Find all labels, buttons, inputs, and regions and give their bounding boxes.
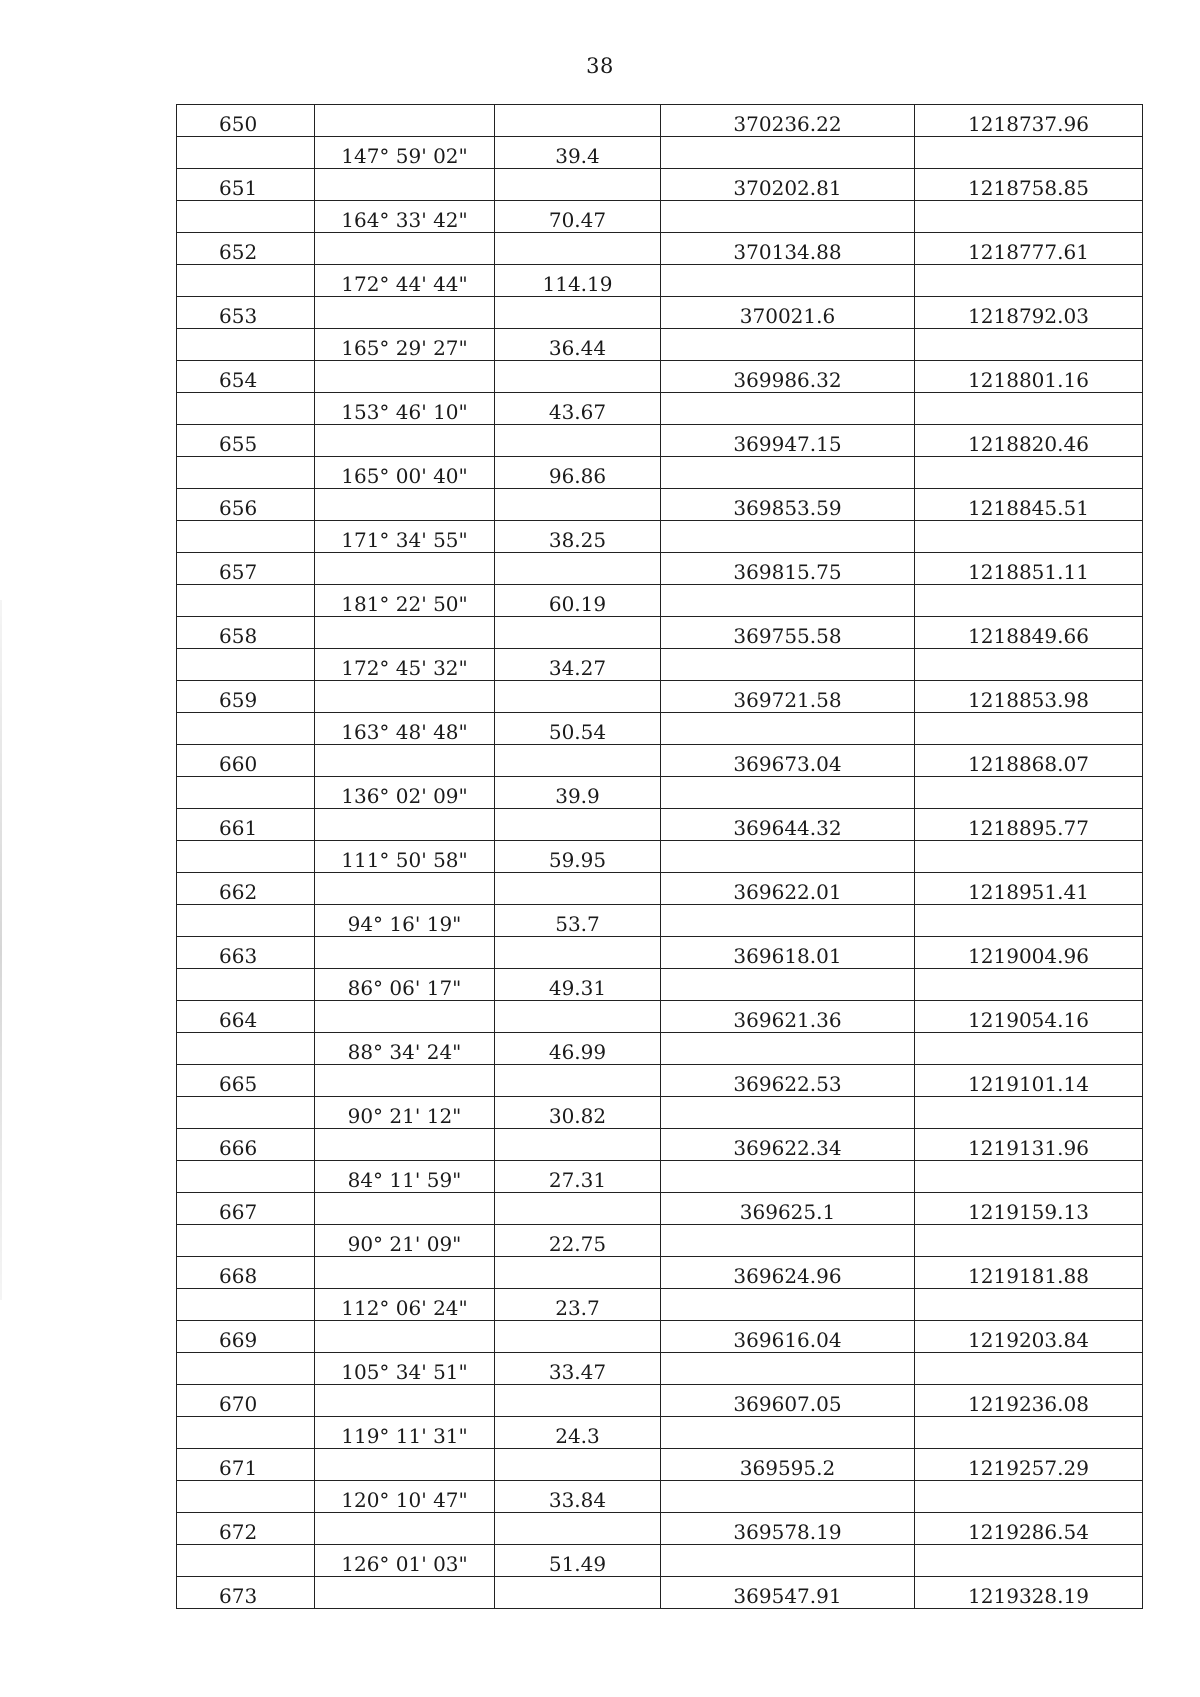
segment-row	[177, 457, 1143, 489]
point-number-cell	[177, 1289, 315, 1321]
coordinates-table	[176, 104, 1143, 1609]
y-coordinate-cell: 1219004.96	[915, 937, 1143, 969]
x-coordinate-cell	[661, 649, 915, 681]
x-coordinate-cell	[661, 393, 915, 425]
y-coordinate-cell: 1218868.07	[915, 745, 1143, 777]
bearing-angle-cell	[315, 1129, 495, 1161]
y-coordinate-cell: 1219257.29	[915, 1449, 1143, 1481]
bearing-angle-cell: 136° 02' 09"	[315, 777, 495, 809]
point-number-cell: 650	[177, 105, 315, 137]
x-coordinate-cell	[661, 457, 915, 489]
point-number-cell: 665	[177, 1065, 315, 1097]
distance-cell: 70.47	[495, 201, 661, 233]
point-number-cell	[177, 1353, 315, 1385]
point-row	[177, 1449, 1143, 1481]
bearing-angle-cell: 120° 10' 47"	[315, 1481, 495, 1513]
segment-row	[177, 201, 1143, 233]
y-coordinate-cell: 1218895.77	[915, 809, 1143, 841]
distance-cell	[495, 425, 661, 457]
segment-row	[177, 1353, 1143, 1385]
distance-cell	[495, 745, 661, 777]
y-coordinate-cell	[915, 713, 1143, 745]
bearing-angle-cell	[315, 745, 495, 777]
point-number-cell: 661	[177, 809, 315, 841]
bearing-angle-cell: 94° 16' 19"	[315, 905, 495, 937]
distance-cell: 46.99	[495, 1033, 661, 1065]
distance-cell	[495, 233, 661, 265]
point-number-cell	[177, 777, 315, 809]
x-coordinate-cell	[661, 1161, 915, 1193]
y-coordinate-cell	[915, 265, 1143, 297]
point-row	[177, 489, 1143, 521]
point-number-cell: 666	[177, 1129, 315, 1161]
point-row	[177, 809, 1143, 841]
x-coordinate-cell	[661, 1417, 915, 1449]
x-coordinate-cell	[661, 777, 915, 809]
segment-row	[177, 1481, 1143, 1513]
x-coordinate-cell: 369625.1	[661, 1193, 915, 1225]
bearing-angle-cell: 112° 06' 24"	[315, 1289, 495, 1321]
x-coordinate-cell: 369618.01	[661, 937, 915, 969]
x-coordinate-cell	[661, 265, 915, 297]
point-number-cell: 659	[177, 681, 315, 713]
point-number-cell: 662	[177, 873, 315, 905]
point-number-cell: 670	[177, 1385, 315, 1417]
y-coordinate-cell	[915, 1161, 1143, 1193]
point-number-cell: 664	[177, 1001, 315, 1033]
bearing-angle-cell: 172° 45' 32"	[315, 649, 495, 681]
point-number-cell	[177, 969, 315, 1001]
point-row	[177, 1385, 1143, 1417]
x-coordinate-cell	[661, 1481, 915, 1513]
segment-row	[177, 713, 1143, 745]
point-number-cell	[177, 585, 315, 617]
bearing-angle-cell: 84° 11' 59"	[315, 1161, 495, 1193]
segment-row	[177, 1161, 1143, 1193]
page-number: 38	[586, 54, 614, 78]
point-row	[177, 361, 1143, 393]
y-coordinate-cell	[915, 969, 1143, 1001]
y-coordinate-cell: 1219101.14	[915, 1065, 1143, 1097]
y-coordinate-cell: 1219054.16	[915, 1001, 1143, 1033]
distance-cell: 39.9	[495, 777, 661, 809]
bearing-angle-cell	[315, 489, 495, 521]
segment-row	[177, 137, 1143, 169]
bearing-angle-cell	[315, 681, 495, 713]
bearing-angle-cell: 181° 22' 50"	[315, 585, 495, 617]
x-coordinate-cell: 369721.58	[661, 681, 915, 713]
distance-cell: 23.7	[495, 1289, 661, 1321]
point-number-cell	[177, 1225, 315, 1257]
x-coordinate-cell	[661, 1545, 915, 1577]
x-coordinate-cell: 369616.04	[661, 1321, 915, 1353]
x-coordinate-cell: 370021.6	[661, 297, 915, 329]
distance-cell	[495, 297, 661, 329]
distance-cell: 60.19	[495, 585, 661, 617]
bearing-angle-cell	[315, 1577, 495, 1609]
distance-cell	[495, 937, 661, 969]
bearing-angle-cell	[315, 1257, 495, 1289]
segment-row	[177, 265, 1143, 297]
bearing-angle-cell	[315, 361, 495, 393]
bearing-angle-cell: 147° 59' 02"	[315, 137, 495, 169]
bearing-angle-cell: 90° 21' 12"	[315, 1097, 495, 1129]
y-coordinate-cell	[915, 905, 1143, 937]
y-coordinate-cell	[915, 1097, 1143, 1129]
bearing-angle-cell	[315, 1513, 495, 1545]
distance-cell	[495, 681, 661, 713]
point-number-cell	[177, 457, 315, 489]
segment-row	[177, 521, 1143, 553]
bearing-angle-cell: 86° 06' 17"	[315, 969, 495, 1001]
y-coordinate-cell: 1218777.61	[915, 233, 1143, 265]
x-coordinate-cell: 369622.53	[661, 1065, 915, 1097]
x-coordinate-cell	[661, 137, 915, 169]
x-coordinate-cell: 369607.05	[661, 1385, 915, 1417]
point-row	[177, 617, 1143, 649]
distance-cell	[495, 1321, 661, 1353]
y-coordinate-cell	[915, 1033, 1143, 1065]
segment-row	[177, 1545, 1143, 1577]
point-row	[177, 553, 1143, 585]
x-coordinate-cell	[661, 841, 915, 873]
point-number-cell	[177, 1033, 315, 1065]
y-coordinate-cell: 1218853.98	[915, 681, 1143, 713]
point-number-cell	[177, 265, 315, 297]
y-coordinate-cell	[915, 1289, 1143, 1321]
point-number-cell: 657	[177, 553, 315, 585]
bearing-angle-cell: 126° 01' 03"	[315, 1545, 495, 1577]
scan-edge-artifact	[0, 600, 2, 1300]
y-coordinate-cell: 1219328.19	[915, 1577, 1143, 1609]
point-row	[177, 1001, 1143, 1033]
point-number-cell	[177, 713, 315, 745]
y-coordinate-cell	[915, 1225, 1143, 1257]
distance-cell	[495, 1385, 661, 1417]
y-coordinate-cell	[915, 777, 1143, 809]
x-coordinate-cell	[661, 1033, 915, 1065]
point-row	[177, 1193, 1143, 1225]
bearing-angle-cell	[315, 553, 495, 585]
point-row	[177, 1513, 1143, 1545]
point-row	[177, 1577, 1143, 1609]
y-coordinate-cell	[915, 201, 1143, 233]
point-number-cell	[177, 841, 315, 873]
x-coordinate-cell: 369595.2	[661, 1449, 915, 1481]
point-row	[177, 745, 1143, 777]
x-coordinate-cell	[661, 1225, 915, 1257]
y-coordinate-cell: 1218845.51	[915, 489, 1143, 521]
x-coordinate-cell	[661, 969, 915, 1001]
x-coordinate-cell	[661, 905, 915, 937]
bearing-angle-cell: 119° 11' 31"	[315, 1417, 495, 1449]
segment-row	[177, 649, 1143, 681]
point-row	[177, 169, 1143, 201]
point-number-cell: 660	[177, 745, 315, 777]
x-coordinate-cell: 369815.75	[661, 553, 915, 585]
bearing-angle-cell: 153° 46' 10"	[315, 393, 495, 425]
point-row	[177, 297, 1143, 329]
y-coordinate-cell	[915, 329, 1143, 361]
x-coordinate-cell: 369986.32	[661, 361, 915, 393]
bearing-angle-cell: 171° 34' 55"	[315, 521, 495, 553]
point-number-cell	[177, 393, 315, 425]
bearing-angle-cell: 164° 33' 42"	[315, 201, 495, 233]
point-number-cell: 653	[177, 297, 315, 329]
point-number-cell	[177, 1417, 315, 1449]
segment-row	[177, 1097, 1143, 1129]
point-number-cell: 655	[177, 425, 315, 457]
distance-cell: 39.4	[495, 137, 661, 169]
bearing-angle-cell	[315, 105, 495, 137]
y-coordinate-cell: 1218820.46	[915, 425, 1143, 457]
point-number-cell: 654	[177, 361, 315, 393]
point-number-cell: 673	[177, 1577, 315, 1609]
y-coordinate-cell: 1218801.16	[915, 361, 1143, 393]
bearing-angle-cell: 172° 44' 44"	[315, 265, 495, 297]
point-row	[177, 937, 1143, 969]
distance-cell	[495, 553, 661, 585]
segment-row	[177, 1417, 1143, 1449]
distance-cell	[495, 617, 661, 649]
segment-row	[177, 841, 1143, 873]
y-coordinate-cell: 1219286.54	[915, 1513, 1143, 1545]
point-number-cell: 672	[177, 1513, 315, 1545]
x-coordinate-cell	[661, 1289, 915, 1321]
bearing-angle-cell	[315, 1321, 495, 1353]
segment-row	[177, 969, 1143, 1001]
y-coordinate-cell	[915, 585, 1143, 617]
segment-row	[177, 1289, 1143, 1321]
segment-row	[177, 905, 1143, 937]
distance-cell: 53.7	[495, 905, 661, 937]
bearing-angle-cell	[315, 937, 495, 969]
distance-cell	[495, 809, 661, 841]
bearing-angle-cell: 111° 50' 58"	[315, 841, 495, 873]
point-row	[177, 1065, 1143, 1097]
point-number-cell: 668	[177, 1257, 315, 1289]
distance-cell	[495, 1193, 661, 1225]
distance-cell	[495, 873, 661, 905]
x-coordinate-cell: 370202.81	[661, 169, 915, 201]
y-coordinate-cell	[915, 1481, 1143, 1513]
segment-row	[177, 329, 1143, 361]
x-coordinate-cell: 369853.59	[661, 489, 915, 521]
point-row	[177, 681, 1143, 713]
distance-cell: 33.47	[495, 1353, 661, 1385]
segment-row	[177, 585, 1143, 617]
distance-cell	[495, 169, 661, 201]
x-coordinate-cell	[661, 201, 915, 233]
x-coordinate-cell: 369673.04	[661, 745, 915, 777]
y-coordinate-cell	[915, 521, 1143, 553]
y-coordinate-cell: 1218758.85	[915, 169, 1143, 201]
distance-cell: 33.84	[495, 1481, 661, 1513]
x-coordinate-cell: 369578.19	[661, 1513, 915, 1545]
y-coordinate-cell: 1219236.08	[915, 1385, 1143, 1417]
distance-cell	[495, 361, 661, 393]
y-coordinate-cell	[915, 1417, 1143, 1449]
y-coordinate-cell	[915, 1545, 1143, 1577]
x-coordinate-cell: 369547.91	[661, 1577, 915, 1609]
distance-cell: 51.49	[495, 1545, 661, 1577]
point-number-cell: 651	[177, 169, 315, 201]
bearing-angle-cell: 163° 48' 48"	[315, 713, 495, 745]
distance-cell: 38.25	[495, 521, 661, 553]
bearing-angle-cell: 165° 00' 40"	[315, 457, 495, 489]
bearing-angle-cell: 90° 21' 09"	[315, 1225, 495, 1257]
point-number-cell	[177, 649, 315, 681]
point-number-cell: 663	[177, 937, 315, 969]
x-coordinate-cell: 369947.15	[661, 425, 915, 457]
bearing-angle-cell	[315, 1065, 495, 1097]
segment-row	[177, 1033, 1143, 1065]
y-coordinate-cell: 1218849.66	[915, 617, 1143, 649]
x-coordinate-cell	[661, 329, 915, 361]
y-coordinate-cell	[915, 137, 1143, 169]
bearing-angle-cell: 165° 29' 27"	[315, 329, 495, 361]
bearing-angle-cell	[315, 1449, 495, 1481]
x-coordinate-cell	[661, 585, 915, 617]
y-coordinate-cell	[915, 393, 1143, 425]
y-coordinate-cell: 1218792.03	[915, 297, 1143, 329]
x-coordinate-cell	[661, 1353, 915, 1385]
distance-cell	[495, 1577, 661, 1609]
bearing-angle-cell	[315, 809, 495, 841]
distance-cell: 22.75	[495, 1225, 661, 1257]
coordinates-table-container	[176, 104, 1142, 1609]
distance-cell: 114.19	[495, 265, 661, 297]
bearing-angle-cell	[315, 425, 495, 457]
distance-cell	[495, 1257, 661, 1289]
y-coordinate-cell	[915, 457, 1143, 489]
point-row	[177, 1257, 1143, 1289]
distance-cell	[495, 1449, 661, 1481]
distance-cell: 49.31	[495, 969, 661, 1001]
x-coordinate-cell: 369622.34	[661, 1129, 915, 1161]
x-coordinate-cell: 369621.36	[661, 1001, 915, 1033]
x-coordinate-cell: 369644.32	[661, 809, 915, 841]
distance-cell: 59.95	[495, 841, 661, 873]
bearing-angle-cell	[315, 873, 495, 905]
distance-cell	[495, 1065, 661, 1097]
point-number-cell: 667	[177, 1193, 315, 1225]
coordinates-table-body	[177, 105, 1143, 1609]
distance-cell: 24.3	[495, 1417, 661, 1449]
segment-row	[177, 777, 1143, 809]
distance-cell	[495, 105, 661, 137]
x-coordinate-cell: 369622.01	[661, 873, 915, 905]
point-row	[177, 425, 1143, 457]
x-coordinate-cell	[661, 1097, 915, 1129]
point-row	[177, 873, 1143, 905]
point-number-cell	[177, 137, 315, 169]
point-number-cell	[177, 521, 315, 553]
bearing-angle-cell: 105° 34' 51"	[315, 1353, 495, 1385]
distance-cell: 30.82	[495, 1097, 661, 1129]
bearing-angle-cell	[315, 1001, 495, 1033]
y-coordinate-cell	[915, 649, 1143, 681]
y-coordinate-cell	[915, 841, 1143, 873]
bearing-angle-cell	[315, 233, 495, 265]
y-coordinate-cell: 1218851.11	[915, 553, 1143, 585]
point-row	[177, 233, 1143, 265]
point-number-cell	[177, 329, 315, 361]
point-number-cell	[177, 1097, 315, 1129]
x-coordinate-cell: 370134.88	[661, 233, 915, 265]
y-coordinate-cell: 1219159.13	[915, 1193, 1143, 1225]
point-number-cell	[177, 1161, 315, 1193]
distance-cell	[495, 1129, 661, 1161]
distance-cell	[495, 489, 661, 521]
point-number-cell	[177, 1481, 315, 1513]
point-row	[177, 1321, 1143, 1353]
x-coordinate-cell	[661, 521, 915, 553]
distance-cell: 27.31	[495, 1161, 661, 1193]
x-coordinate-cell: 369624.96	[661, 1257, 915, 1289]
bearing-angle-cell	[315, 1385, 495, 1417]
segment-row	[177, 393, 1143, 425]
point-row	[177, 105, 1143, 137]
point-number-cell: 669	[177, 1321, 315, 1353]
bearing-angle-cell	[315, 617, 495, 649]
bearing-angle-cell	[315, 1193, 495, 1225]
point-number-cell	[177, 201, 315, 233]
x-coordinate-cell: 369755.58	[661, 617, 915, 649]
y-coordinate-cell: 1218737.96	[915, 105, 1143, 137]
bearing-angle-cell: 88° 34' 24"	[315, 1033, 495, 1065]
distance-cell: 36.44	[495, 329, 661, 361]
segment-row	[177, 1225, 1143, 1257]
y-coordinate-cell: 1218951.41	[915, 873, 1143, 905]
point-number-cell: 658	[177, 617, 315, 649]
distance-cell	[495, 1513, 661, 1545]
point-row	[177, 1129, 1143, 1161]
point-number-cell	[177, 905, 315, 937]
point-number-cell: 671	[177, 1449, 315, 1481]
y-coordinate-cell: 1219181.88	[915, 1257, 1143, 1289]
distance-cell: 34.27	[495, 649, 661, 681]
distance-cell: 43.67	[495, 393, 661, 425]
x-coordinate-cell	[661, 713, 915, 745]
point-number-cell	[177, 1545, 315, 1577]
x-coordinate-cell: 370236.22	[661, 105, 915, 137]
y-coordinate-cell: 1219203.84	[915, 1321, 1143, 1353]
bearing-angle-cell	[315, 169, 495, 201]
distance-cell: 50.54	[495, 713, 661, 745]
y-coordinate-cell	[915, 1353, 1143, 1385]
point-number-cell: 652	[177, 233, 315, 265]
y-coordinate-cell: 1219131.96	[915, 1129, 1143, 1161]
distance-cell	[495, 1001, 661, 1033]
distance-cell: 96.86	[495, 457, 661, 489]
point-number-cell: 656	[177, 489, 315, 521]
bearing-angle-cell	[315, 297, 495, 329]
